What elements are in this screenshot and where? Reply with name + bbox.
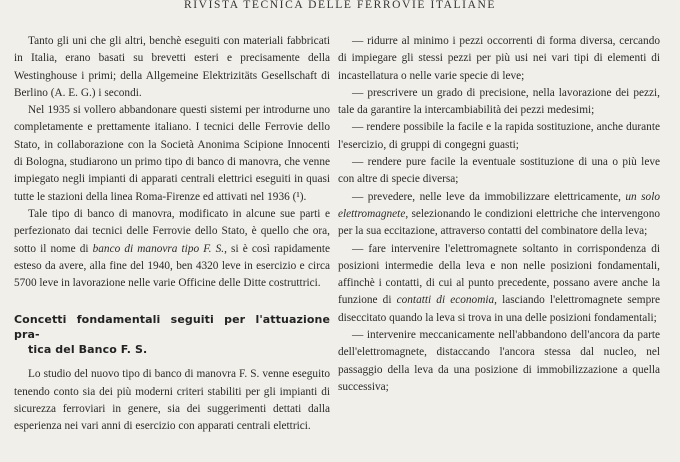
paragraph-2: Nel 1935 si vollero abbandonare questi sistemi per introdurne uno completamente e prettamente italiano. I tecnici delle Ferrovie dello Stato, in collaborazione con la Società Anonima Scipione Innocenti di Bologna, studiarono un primo tipo di banco di manovra, che venne impiegato negli impianti di apparati centrali elettrici eseguiti in quasi tutte le stazioni della linea Roma-Firenze ed attivati nel 1936 (¹). [14, 104, 330, 203]
paragraph-3-text-end: , si è così rapidamente esteso da avere, alla fine del 1940, ben 4320 leve in esercizio e circa 5700 leve in lavorazione nelle varie Officine delle Ditte costruttrici. [14, 242, 330, 290]
banco-tipo-fs-italic: banco di manovra tipo F. S. [92, 242, 225, 255]
paragraph-3 [14, 206, 330, 292]
un-solo-elettromagnete-italic: un solo elettromagnete [338, 190, 660, 220]
paragraph-4: Lo studio del nuovo tipo di banco di manovra F. S. venne eseguito tenendo conto sia dei più moderni criteri stabiliti per gli impianti di sicurezza ferroviari in genere, sia dei suggerimenti dettati dalla esperienza nei vari anni di esercizio con apparati centrali elettrici. [14, 368, 330, 433]
list-item: — ridurre al minimo i pezzi occorrenti di forma diversa, cercando di impiegare gli stessi pezzi per più usi nei vari tipi di elementi di incastellatura o nelle varie specie di leve; [338, 35, 660, 82]
list-item: — rendere possibile la facile e la rapida sostituzione, anche durante l'esercizio, di gruppi di congegni guasti; [338, 121, 660, 151]
list-item-text: — prevedere, nelle leve da immobilizzare elettricamente, [352, 190, 626, 203]
list-item: — rendere pure facile la eventuale sostituzione di una o più leve con altre di specie diversa; [338, 156, 660, 186]
list-item-text-end: , lasciando l'elettromagnete sempre diseccitato quando la leva si trova in una delle posizioni fondamentali; [338, 294, 661, 324]
right-column [338, 33, 660, 396]
list-item: — intervenire meccanicamente nell'abbandono dell'ancora da parte dell'elettromagnete, distaccando l'ancora stessa dal nucleo, nel passaggio della leva da una posizione di immobilizzazione a quella successiva; [338, 329, 660, 393]
section-heading [14, 312, 330, 357]
paragraph-3-text: Tale tipo di banco di manovra, modificato in alcune sue parti e perfezionato dai tecnici delle Ferrovie dello Stato, è quello che ora, sotto il nome di [14, 207, 330, 255]
list-item [338, 241, 660, 327]
list-item-text: — fare intervenire l'elettromagnete soltanto in corrispondenza di posizioni intermedie della leva e non nelle posizioni fondamentali, affinchè i contatti, di cui al punto precedente, possano avere anche la funzione di [338, 242, 660, 307]
section-heading-line-1: Concetti fondamentali seguiti per l'attuazione pra- [14, 313, 330, 342]
section-heading-line-2: tica del Banco F. S. [28, 343, 148, 357]
list-item [338, 189, 660, 241]
contatti-di-economia-italic: contatti di economia [396, 294, 495, 307]
running-head: RIVISTA TECNICA DELLE FERROVIE ITALIANE [183, 0, 497, 11]
list-item-text-end: , selezionando le condizioni elettriche che intervengono per la sua eccitazione, attraverso contatti del combinatore della leva; [338, 207, 660, 238]
paragraph-1: Tanto gli uni che gli altri, benchè eseguiti con materiali fabbricati in Italia, erano basati su brevetti esteri e precisamente della Westinghouse i primi; della Allgemeine Elektrizitäts Gesellschaft di Berlino (A. E. G.) i secondi. [14, 35, 330, 99]
left-column [14, 33, 330, 436]
list-item: — prescrivere un grado di precisione, nella lavorazione dei pezzi, tale da garantire la intercambiabilità dei pezzi medesimi; [338, 86, 660, 117]
